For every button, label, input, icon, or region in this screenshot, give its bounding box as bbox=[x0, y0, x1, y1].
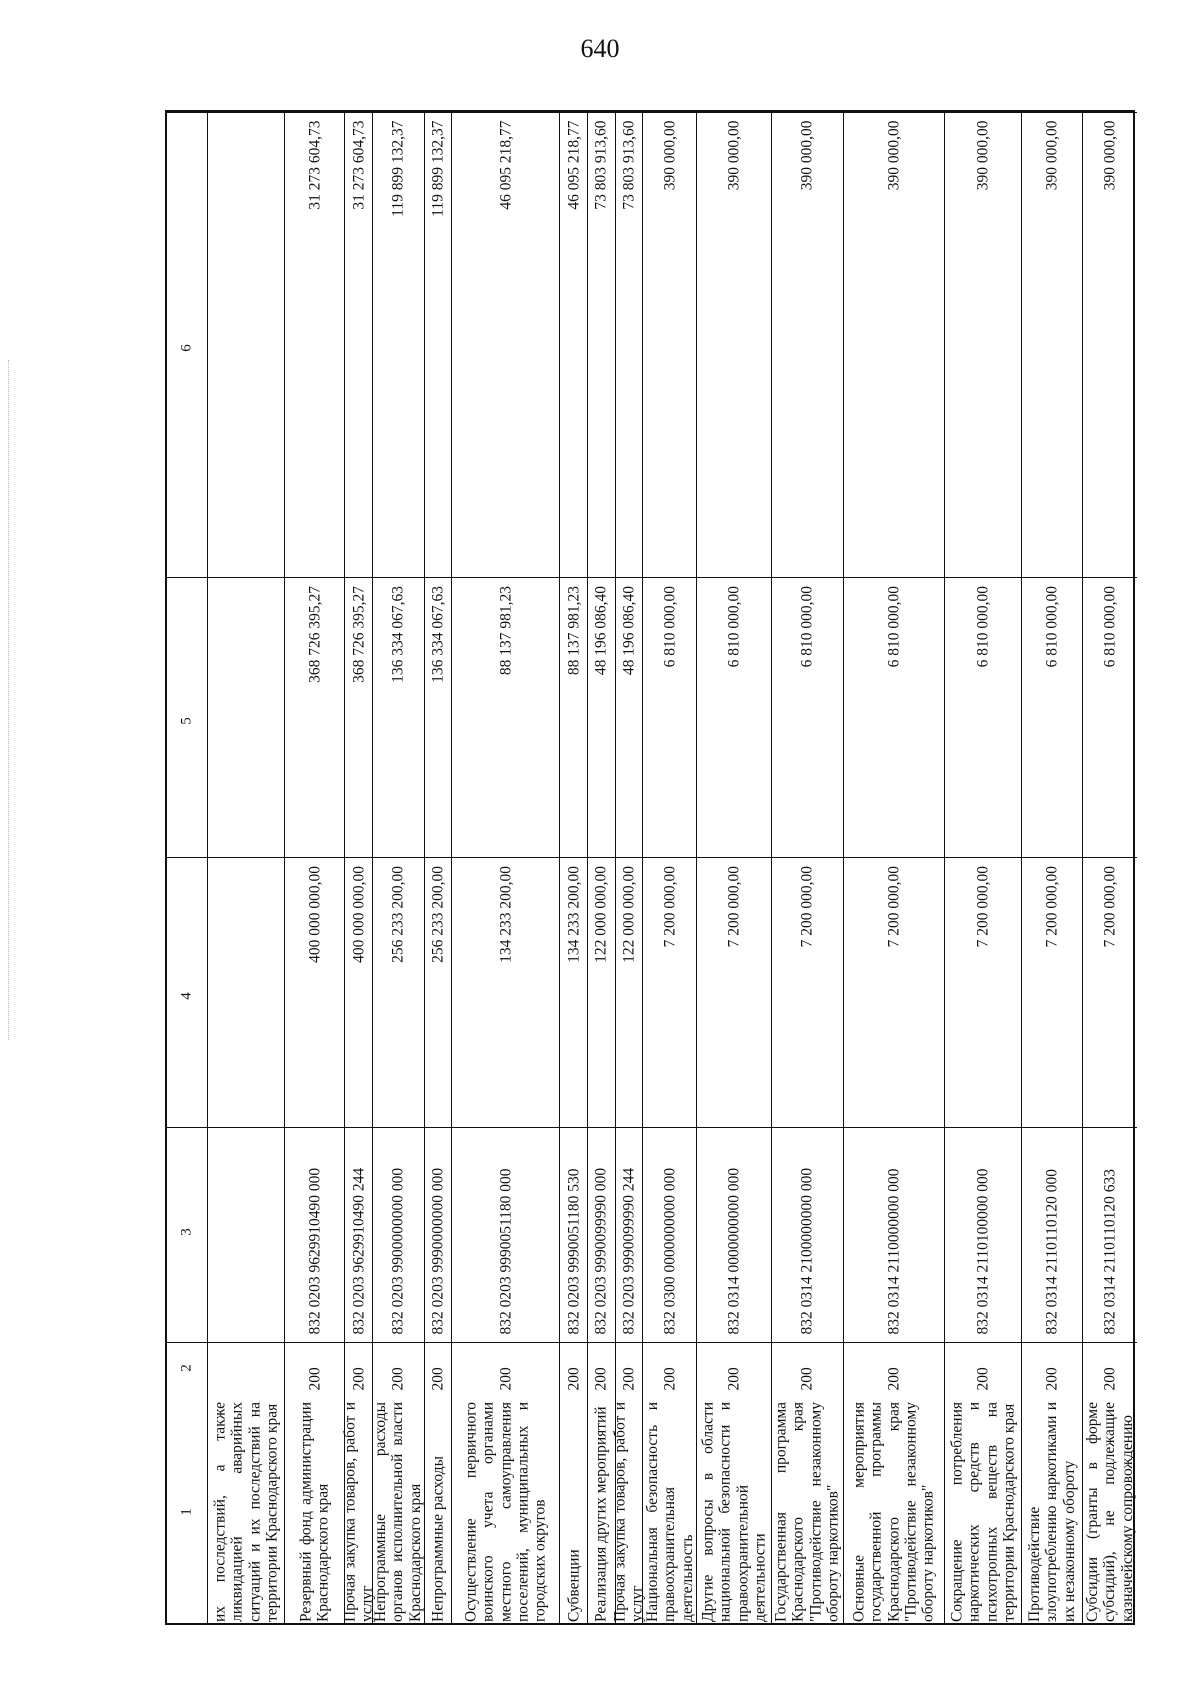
cell-col-3 bbox=[772, 1127, 843, 1342]
header-label: 1 bbox=[178, 1508, 195, 1516]
cell-col-1 bbox=[1022, 1397, 1082, 1627]
cell-text: 368 726 395,27 bbox=[305, 585, 323, 683]
cell-text: 134 233 200,00 bbox=[497, 865, 515, 963]
cell-text: 832 0314 0000000000 000 bbox=[725, 1167, 743, 1335]
scan-artifact bbox=[8, 360, 11, 1040]
cell-col-3 bbox=[373, 1127, 424, 1342]
table-row bbox=[559, 112, 587, 1623]
cell-text: 122 000 000,00 bbox=[620, 865, 638, 963]
cell-col-4 bbox=[616, 857, 643, 1127]
cell-col-6 bbox=[697, 112, 771, 577]
cell-col-6 bbox=[1022, 112, 1082, 577]
cell-col-5 bbox=[452, 577, 559, 857]
cell-text: 832 0314 2110000000 000 bbox=[885, 1168, 903, 1335]
cell-text: 6 810 000,00 bbox=[974, 585, 992, 667]
cell-text: Реализация других мероприятий bbox=[592, 1406, 610, 1622]
cell-col-2 bbox=[772, 1342, 843, 1397]
table-row bbox=[587, 112, 615, 1623]
cell-col-3 bbox=[452, 1127, 559, 1342]
cell-col-6 bbox=[452, 112, 559, 577]
cell-col-1 bbox=[1083, 1397, 1137, 1627]
table-row bbox=[372, 112, 424, 1623]
cell-text: 200 bbox=[305, 1367, 323, 1391]
cell-col-5 bbox=[1083, 577, 1137, 857]
cell-text: 31 273 604,73 bbox=[350, 120, 368, 210]
cell-col-6 bbox=[560, 112, 587, 577]
table-row bbox=[207, 112, 284, 1623]
cell-col-2 bbox=[697, 1342, 771, 1397]
cell-col-4 bbox=[588, 857, 615, 1127]
cell-col-2 bbox=[345, 1342, 372, 1397]
cell-text: 400 000 000,00 bbox=[305, 865, 323, 963]
cell-text: 832 0203 9629910490 244 bbox=[350, 1167, 368, 1335]
cell-col-1 bbox=[341, 1397, 376, 1627]
cell-col-4 bbox=[643, 857, 696, 1127]
cell-text: 6 810 000,00 bbox=[1101, 585, 1119, 667]
cell-col-5 bbox=[697, 577, 771, 857]
cell-text: 88 137 981,23 bbox=[497, 585, 515, 675]
cell-text: 136 334 067,63 bbox=[389, 585, 407, 683]
cell-col-4 bbox=[425, 857, 452, 1127]
cell-text: 7 200 000,00 bbox=[725, 865, 743, 947]
cell-col-3 bbox=[1022, 1127, 1082, 1342]
cell-text: 7 200 000,00 bbox=[660, 865, 678, 947]
cell-text: 6 810 000,00 bbox=[725, 585, 743, 667]
cell-text: Прочая закупка товаров, работ и услуг bbox=[341, 1402, 376, 1622]
cell-text: Непрограммные расходы органов исполнительной власти Краснодарского края bbox=[372, 1402, 425, 1622]
cell-col-6 bbox=[425, 112, 452, 577]
cell-text: 200 bbox=[974, 1367, 992, 1391]
header-cell-5 bbox=[167, 577, 207, 857]
table-row bbox=[1021, 112, 1082, 1623]
cell-text: 200 bbox=[497, 1367, 515, 1391]
cell-text: 832 0314 2100000000 000 bbox=[798, 1167, 816, 1335]
cell-text: 73 803 913,60 bbox=[592, 120, 610, 210]
cell-col-5 bbox=[772, 577, 843, 857]
cell-col-6 bbox=[643, 112, 696, 577]
cell-col-1 bbox=[697, 1397, 771, 1627]
table-row bbox=[611, 112, 646, 1623]
cell-text: 390 000,00 bbox=[660, 120, 678, 191]
cell-col-3 bbox=[844, 1127, 944, 1342]
cell-text: 7 200 000,00 bbox=[1043, 865, 1061, 947]
cell-col-2 bbox=[1083, 1342, 1137, 1397]
table-row bbox=[284, 112, 345, 1623]
cell-text: 6 810 000,00 bbox=[885, 585, 903, 667]
cell-col-3 bbox=[1083, 1127, 1137, 1342]
cell-text: 7 200 000,00 bbox=[1101, 865, 1119, 947]
cell-col-2 bbox=[616, 1342, 643, 1397]
table-row bbox=[1082, 112, 1137, 1623]
cell-text: 136 334 067,63 bbox=[429, 585, 447, 683]
cell-text: 200 bbox=[798, 1367, 816, 1391]
cell-text: 832 0203 9900000000 000 bbox=[389, 1167, 407, 1335]
cell-text: 256 233 200,00 bbox=[429, 865, 447, 963]
cell-col-4 bbox=[208, 857, 284, 1127]
cell-col-2 bbox=[588, 1342, 615, 1397]
cell-text: 200 bbox=[1101, 1367, 1119, 1391]
cell-text: 200 bbox=[1043, 1367, 1061, 1391]
cell-col-1 bbox=[844, 1397, 944, 1627]
cell-col-3 bbox=[208, 1127, 284, 1342]
cell-text: 832 0314 2110100000 000 bbox=[974, 1168, 992, 1335]
cell-col-5 bbox=[425, 577, 452, 857]
cell-text: 400 000 000,00 bbox=[350, 865, 368, 963]
cell-text: 390 000,00 bbox=[725, 120, 743, 191]
header-label: 3 bbox=[178, 1228, 195, 1236]
cell-text: Непрограммные расходы bbox=[429, 1455, 447, 1622]
cell-text: Противодействие злоупотреблению наркотиками и их незаконному обороту bbox=[1026, 1402, 1078, 1622]
cell-text: 200 bbox=[725, 1367, 743, 1391]
cell-col-5 bbox=[345, 577, 372, 857]
table-row bbox=[843, 112, 944, 1623]
cell-col-4 bbox=[285, 857, 345, 1127]
cell-col-6 bbox=[616, 112, 643, 577]
cell-col-4 bbox=[772, 857, 843, 1127]
cell-text: 119 899 132,37 bbox=[429, 120, 447, 217]
cell-text: 73 803 913,60 bbox=[620, 120, 638, 210]
cell-text: 200 bbox=[350, 1367, 368, 1391]
cell-col-3 bbox=[945, 1127, 1021, 1342]
cell-text: 200 bbox=[885, 1367, 903, 1391]
cell-text: 368 726 395,27 bbox=[350, 585, 368, 683]
cell-col-1 bbox=[772, 1397, 843, 1627]
cell-col-6 bbox=[373, 112, 424, 577]
cell-text: 832 0203 9629910490 000 bbox=[305, 1167, 323, 1335]
cell-col-5 bbox=[373, 577, 424, 857]
table-row bbox=[451, 112, 559, 1623]
cell-col-3 bbox=[643, 1127, 696, 1342]
cell-col-4 bbox=[452, 857, 559, 1127]
cell-text: 6 810 000,00 bbox=[1043, 585, 1061, 667]
cell-text: 122 000 000,00 bbox=[592, 865, 610, 963]
cell-col-5 bbox=[844, 577, 944, 857]
cell-col-1 bbox=[208, 1397, 284, 1627]
header-cell-6 bbox=[167, 112, 207, 577]
cell-col-2 bbox=[1022, 1342, 1082, 1397]
cell-col-4 bbox=[1083, 857, 1137, 1127]
cell-text: 390 000,00 bbox=[974, 120, 992, 191]
cell-text: 6 810 000,00 bbox=[660, 585, 678, 667]
cell-text: 390 000,00 bbox=[1043, 120, 1061, 191]
cell-col-1 bbox=[425, 1397, 452, 1627]
table-row bbox=[944, 112, 1021, 1623]
cell-text: Осуществление первичного воинского учета органами местного самоуправления поселений, муниципальных и городских округов bbox=[462, 1402, 549, 1622]
cell-col-3 bbox=[285, 1127, 345, 1342]
cell-text: Основные мероприятия государственной программы Краснодарского края "Противодействие незаконному обороту наркотиков" bbox=[850, 1402, 937, 1622]
cell-text: Субсидии (гранты в форме субсидий), не подлежащие казначейскому сопровождению bbox=[1083, 1402, 1136, 1622]
cell-col-4 bbox=[560, 857, 587, 1127]
cell-text: 832 0203 9990051180 000 bbox=[497, 1168, 515, 1335]
cell-col-6 bbox=[945, 112, 1021, 577]
cell-col-5 bbox=[1022, 577, 1082, 857]
cell-col-1 bbox=[588, 1397, 615, 1627]
cell-text: 46 095 218,77 bbox=[564, 120, 582, 210]
cell-text: 48 196 086,40 bbox=[592, 585, 610, 675]
cell-text: 6 810 000,00 bbox=[798, 585, 816, 667]
header-cell-1 bbox=[167, 1397, 207, 1627]
cell-col-6 bbox=[1083, 112, 1137, 577]
header-cell-2 bbox=[167, 1342, 207, 1397]
cell-col-2 bbox=[945, 1342, 1021, 1397]
cell-col-2 bbox=[425, 1342, 452, 1397]
cell-text: 46 095 218,77 bbox=[497, 120, 515, 210]
cell-col-1 bbox=[611, 1397, 646, 1627]
cell-text: 119 899 132,37 bbox=[389, 120, 407, 217]
header-label: 2 bbox=[178, 1364, 195, 1372]
cell-text: 7 200 000,00 bbox=[798, 865, 816, 947]
cell-col-4 bbox=[1022, 857, 1082, 1127]
cell-text: Субвенции bbox=[564, 1549, 582, 1622]
cell-col-4 bbox=[844, 857, 944, 1127]
cell-col-4 bbox=[945, 857, 1021, 1127]
cell-text: Другие вопросы в области национальной безопасности и правоохранительной деятельности bbox=[699, 1402, 769, 1622]
header-label: 5 bbox=[178, 716, 195, 725]
cell-col-5 bbox=[643, 577, 696, 857]
cell-text: 832 0300 0000000000 000 bbox=[660, 1167, 678, 1335]
cell-text: 200 bbox=[429, 1367, 447, 1391]
cell-col-2 bbox=[373, 1342, 424, 1397]
table-row bbox=[642, 112, 696, 1623]
cell-text: 390 000,00 bbox=[885, 120, 903, 191]
cell-text: 7 200 000,00 bbox=[885, 865, 903, 947]
cell-text: 48 196 086,40 bbox=[620, 585, 638, 675]
cell-text: Сокращение потребления наркотических средств и психотропных веществ на территории Краснодарского края bbox=[948, 1402, 1018, 1622]
table-header-row bbox=[167, 112, 207, 1623]
cell-text: 200 bbox=[620, 1367, 638, 1391]
cell-text: 832 0314 2110110120 633 bbox=[1101, 1169, 1119, 1335]
table-row bbox=[341, 112, 376, 1623]
cell-col-6 bbox=[588, 112, 615, 577]
cell-col-3 bbox=[697, 1127, 771, 1342]
cell-col-5 bbox=[560, 577, 587, 857]
table-row bbox=[771, 112, 843, 1623]
cell-col-5 bbox=[588, 577, 615, 857]
cell-col-1 bbox=[643, 1397, 696, 1627]
cell-col-5 bbox=[208, 577, 284, 857]
cell-col-4 bbox=[345, 857, 372, 1127]
cell-col-2 bbox=[452, 1342, 559, 1397]
cell-col-3 bbox=[588, 1127, 615, 1342]
cell-text: 200 bbox=[389, 1367, 407, 1391]
cell-text: 832 0203 9990099990 000 bbox=[592, 1167, 610, 1335]
cell-text: 390 000,00 bbox=[1101, 120, 1119, 191]
cell-col-1 bbox=[452, 1397, 559, 1627]
cell-col-5 bbox=[616, 577, 643, 857]
cell-col-6 bbox=[208, 112, 284, 577]
cell-col-4 bbox=[373, 857, 424, 1127]
cell-col-1 bbox=[285, 1397, 345, 1627]
cell-col-1 bbox=[373, 1397, 424, 1627]
cell-col-6 bbox=[772, 112, 843, 577]
table-row bbox=[424, 112, 452, 1623]
cell-col-2 bbox=[208, 1342, 284, 1397]
cell-text: 200 bbox=[564, 1367, 582, 1391]
cell-text: их последствий, а также ликвидацией аварийных ситуаций и их последствий на территории Краснодарского края bbox=[211, 1402, 281, 1622]
cell-col-1 bbox=[560, 1397, 587, 1627]
cell-col-5 bbox=[945, 577, 1021, 857]
header-cell-4 bbox=[167, 857, 207, 1127]
cell-text: Государственная программа Краснодарского края "Противодействие незаконному обороту наркотиков" bbox=[772, 1402, 842, 1622]
cell-col-4 bbox=[697, 857, 771, 1127]
table-row bbox=[696, 112, 771, 1623]
cell-text: 134 233 200,00 bbox=[564, 865, 582, 963]
cell-text: 832 0203 9990051180 530 bbox=[564, 1168, 582, 1335]
cell-col-3 bbox=[425, 1127, 452, 1342]
cell-col-6 bbox=[345, 112, 372, 577]
cell-text: 832 0314 2110110120 000 bbox=[1043, 1169, 1061, 1335]
cell-col-2 bbox=[643, 1342, 696, 1397]
header-label: 6 bbox=[178, 344, 195, 352]
cell-text: 88 137 981,23 bbox=[564, 585, 582, 675]
page-number: 640 bbox=[580, 34, 620, 63]
cell-text: 200 bbox=[592, 1367, 610, 1391]
cell-col-5 bbox=[285, 577, 345, 857]
cell-text: 31 273 604,73 bbox=[305, 120, 323, 210]
budget-table bbox=[165, 110, 1135, 1625]
cell-col-2 bbox=[285, 1342, 345, 1397]
cell-text: 832 0203 9990000000 000 bbox=[429, 1167, 447, 1335]
header-cell-3 bbox=[167, 1127, 207, 1342]
cell-text: 390 000,00 bbox=[798, 120, 816, 191]
cell-text: 200 bbox=[660, 1367, 678, 1391]
cell-col-6 bbox=[285, 112, 345, 577]
cell-text: 256 233 200,00 bbox=[389, 865, 407, 963]
cell-col-3 bbox=[616, 1127, 643, 1342]
cell-col-2 bbox=[560, 1342, 587, 1397]
cell-text: Национальная безопасность и правоохранительная деятельность bbox=[643, 1402, 696, 1622]
cell-col-3 bbox=[345, 1127, 372, 1342]
cell-text: 832 0203 9990099990 244 bbox=[620, 1167, 638, 1335]
cell-text: 7 200 000,00 bbox=[974, 865, 992, 947]
header-label: 4 bbox=[178, 991, 195, 1000]
cell-col-6 bbox=[844, 112, 944, 577]
cell-text: Прочая закупка товаров, работ и услуг bbox=[611, 1402, 646, 1622]
cell-col-1 bbox=[945, 1397, 1021, 1627]
cell-col-2 bbox=[844, 1342, 944, 1397]
cell-text: Резервный фонд администрации Краснодарского края bbox=[297, 1402, 332, 1622]
cell-col-3 bbox=[560, 1127, 587, 1342]
